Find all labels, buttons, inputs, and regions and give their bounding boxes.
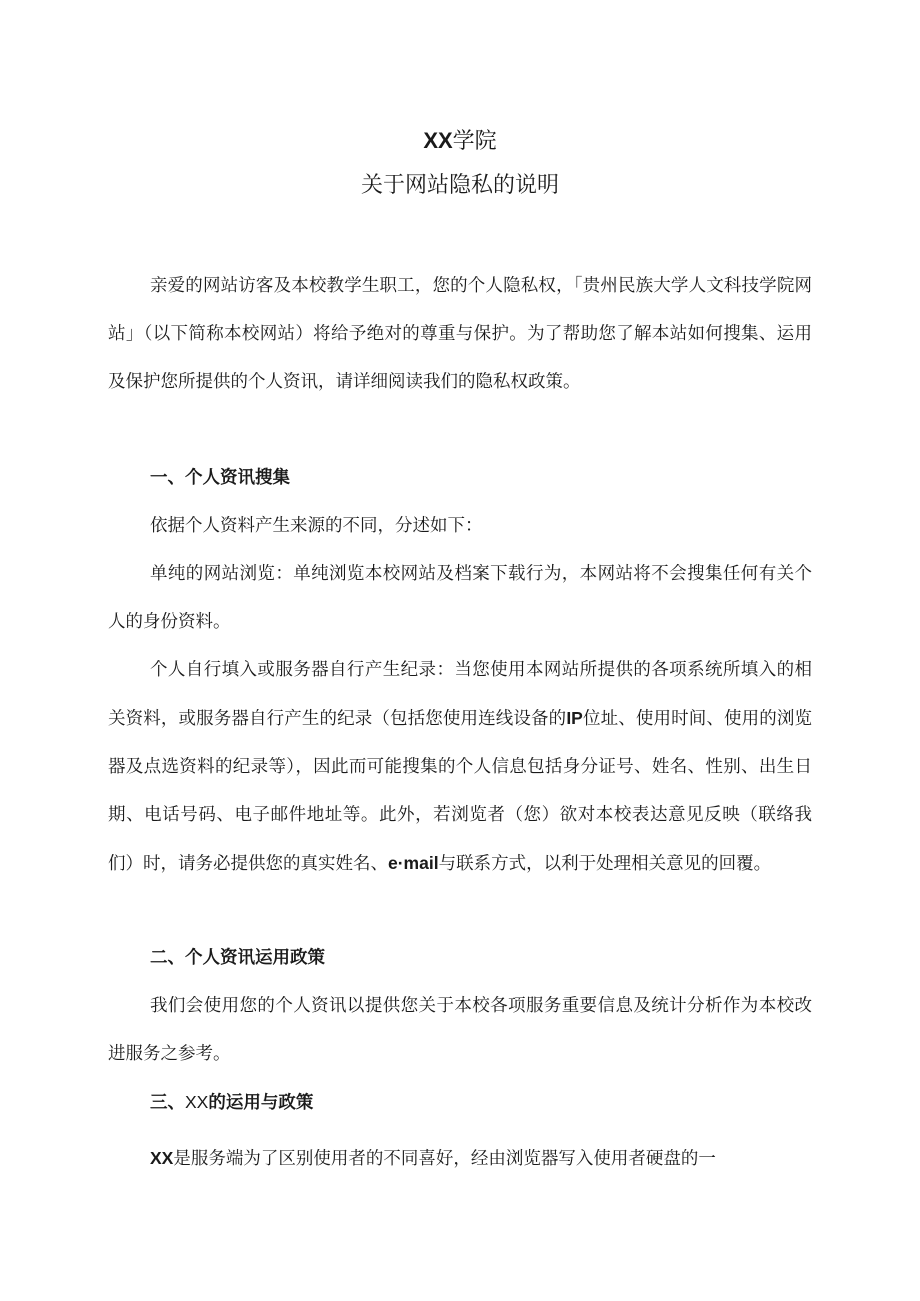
intro-paragraph: 亲爱的网站访客及本校教学生职工，您的个人隐私权，「贵州民族大学人文科技学院网站」（以下简称本校网站）将给予绝对的尊重与保护。为了帮助您了解本站如何搜集、运用及保护您所提供的个人资讯，请详细阅读我们的隐私权政策。 (108, 276, 812, 392)
document-title (0, 124, 920, 159)
ip-term: IP (566, 708, 583, 728)
section1-p3-part2: 位址、使用时间、使用的浏览器及点选资料的纪录等），因此而可能搜集的个人信息包括身分证号、姓名、性别、出生日期、电话号码、电子邮件地址等。此外，若浏览者（您）欲对本校表达意见反映（联络我们）时，请务必提供您的真实姓名、 (108, 709, 813, 874)
section3-heading-rest: 的运用与政策 (208, 1093, 314, 1113)
title-latin: XX (423, 128, 453, 153)
section2-paragraph-1: 我们会使用您的个人资讯以提供您关于本校各项服务重要信息及统计分析作为本校改进服务之参考。 (108, 996, 812, 1064)
email-term: e·mail (388, 853, 439, 873)
document-subtitle: 关于网站隐私的说明 (360, 173, 559, 198)
section3-heading-latin: XX (185, 1092, 209, 1112)
section3-p1-rest: 是服务端为了区别使用者的不同喜好，经由浏览器写入使用者硬盘的一 (173, 1149, 716, 1169)
section1-paragraph-3 (108, 646, 812, 888)
section1-paragraph-2: 单纯的网站浏览：单纯浏览本校网站及档案下载行为，本网站将不会搜集任何有关个人的身份资料。 (108, 564, 812, 632)
title-rest: 学院 (452, 129, 497, 154)
section3-heading-prefix: 三、 (150, 1093, 185, 1113)
section1-p3-part1: 个人自行填入或服务器自行产生纪录：当您使用本网站所提供的各项系统所填入的相关资料，或服务器自行产生的纪录（包括您使用连线设备的 (108, 660, 812, 729)
section1-heading: 一、个人资讯搜集 (150, 468, 290, 488)
section2-heading: 二、个人资讯运用政策 (150, 948, 325, 968)
section3-p1-latin: XX (150, 1148, 174, 1168)
section3-paragraph-1 (108, 1134, 812, 1183)
section1-p3-part3: 与联系方式，以利于处理相关意见的回覆。 (438, 854, 772, 874)
section1-paragraph-1: 依据个人资料产生来源的不同，分述如下： (150, 516, 483, 536)
section3-heading (150, 1078, 313, 1127)
